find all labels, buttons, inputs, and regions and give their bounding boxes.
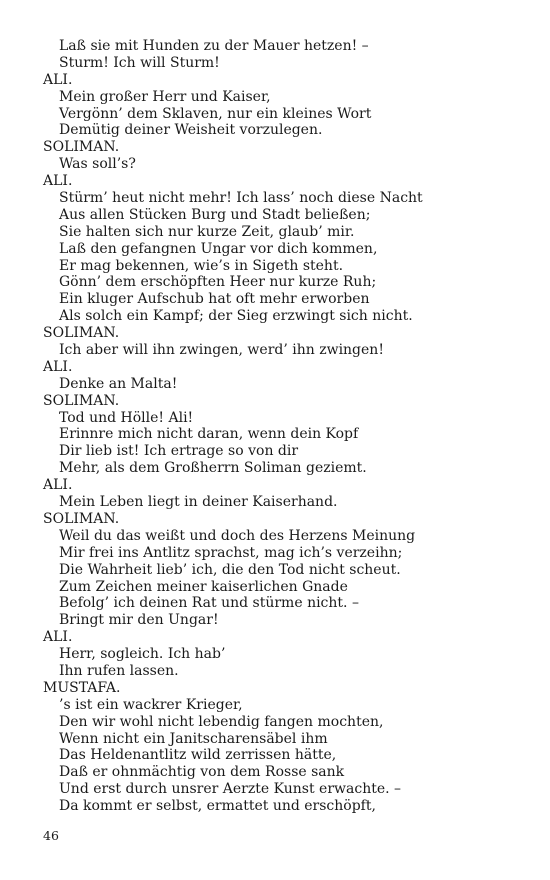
verse-line: ’s ist ein wackrer Krieger,	[59, 696, 243, 713]
verse-line: Ein kluger Aufschub hat oft mehr erworben	[59, 291, 370, 308]
verse-line: Herr, sogleich. Ich hab’	[59, 646, 226, 663]
verse-line: Laß sie mit Hunden zu der Mauer hetzen! –	[59, 38, 369, 54]
verse-line: Als solch ein Kampf; der Sieg erzwingt sich nicht.	[59, 308, 413, 325]
verse-line: Gönn’ dem erschöpften Heer nur kurze Ruh;	[59, 274, 377, 291]
verse-line: Mir frei ins Antlitz sprachst, mag ich’s verzeihn;	[59, 544, 403, 561]
verse-line: Vergönn’ dem Sklaven, nur ein kleines Wort	[59, 105, 372, 122]
speaker-name: ALI.	[43, 173, 73, 190]
verse-line: Befolg’ ich deinen Rat und stürme nicht. –	[59, 595, 359, 612]
page-text	[43, 38, 523, 815]
speaker-name: ALI.	[43, 477, 73, 494]
speaker-name: ALI.	[43, 71, 73, 88]
verse-line: Das Heldenantlitz wild zerrissen hätte,	[59, 747, 337, 764]
verse-line: Aus allen Stücken Burg und Stadt beließen;	[59, 206, 371, 223]
verse-line: Die Wahrheit lieb’ ich, die den Tod nicht scheut.	[59, 561, 401, 578]
speaker-name: SOLIMAN.	[43, 139, 120, 156]
verse-line: Mein Leben liegt in deiner Kaiserhand.	[59, 494, 338, 511]
verse-line: Weil du das weißt und doch des Herzens Meinung	[59, 527, 416, 544]
verse-line: Daß er ohnmächtig von dem Rosse sank	[59, 764, 345, 781]
verse-line: Demütig deiner Weisheit vorzulegen.	[59, 122, 323, 139]
verse-line: Er mag bekennen, wie’s in Sigeth steht.	[59, 257, 344, 274]
verse-line: Was soll’s?	[59, 156, 136, 173]
verse-line: Sie halten sich nur kurze Zeit, glaub’ mir.	[59, 223, 355, 240]
verse-line: Da kommt er selbst, ermattet und erschöpft,	[59, 798, 376, 815]
verse-line: Zum Zeichen meiner kaiserlichen Gnade	[59, 578, 348, 595]
verse-line: Dir lieb ist! Ich ertrage so von dir	[59, 443, 299, 460]
verse-line: Denke an Malta!	[59, 375, 178, 392]
verse-line: Und erst durch unsrer Aerzte Kunst erwachte. –	[59, 781, 402, 798]
verse-line: Ihn rufen lassen.	[59, 662, 179, 679]
verse-line: Ich aber will ihn zwingen, werd’ ihn zwingen!	[59, 342, 384, 359]
verse-line: Erinnre mich nicht daran, wenn dein Kopf	[59, 426, 359, 443]
verse-line: Den wir wohl nicht lebendig fangen mochten,	[59, 713, 384, 730]
page-number: 46	[43, 828, 59, 843]
verse-line: Mein großer Herr und Kaiser,	[59, 88, 271, 105]
verse-line: Wenn nicht ein Janitscharensäbel ihm	[59, 730, 328, 747]
verse-line: Laß den gefangnen Ungar vor dich kommen,	[59, 240, 378, 257]
verse-line: Sturm! Ich will Sturm!	[59, 54, 220, 71]
verse-line: Bringt mir den Ungar!	[59, 612, 219, 629]
speaker-name: ALI.	[43, 358, 73, 375]
speaker-name: ALI.	[43, 629, 73, 646]
verse-line: Mehr, als dem Großherrn Soliman geziemt.	[59, 460, 367, 477]
speaker-name: MUSTAFA.	[43, 679, 121, 696]
speaker-name: SOLIMAN.	[43, 392, 120, 409]
verse-line: Tod und Hölle! Ali!	[59, 409, 194, 426]
verse-line: Stürm’ heut nicht mehr! Ich lass’ noch diese Nacht	[59, 190, 423, 207]
speaker-name: SOLIMAN.	[43, 510, 120, 527]
speaker-name: SOLIMAN.	[43, 325, 120, 342]
